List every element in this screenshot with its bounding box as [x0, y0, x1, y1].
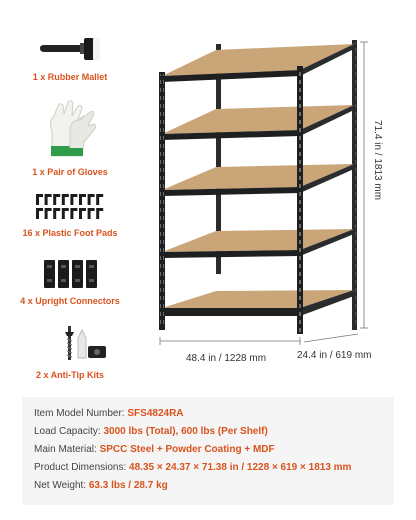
foot-pad [36, 194, 43, 205]
foot-pad [53, 194, 60, 205]
shelf-2 [162, 105, 354, 140]
foot-pad [79, 208, 86, 219]
foot-pad [96, 194, 103, 205]
spec-row-dimensions: Product Dimensions: 48.35 × 24.37 × 71.38 in / 1228 × 619 × 1813 mm [34, 462, 352, 473]
spec-row-model: Item Model Number: SFS4824RA [34, 408, 184, 419]
foot-pad [53, 208, 60, 219]
foot-pad [88, 208, 95, 219]
height-dimension-label: 71.4 in / 1813 mm [372, 120, 383, 201]
shelving-unit-illustration [150, 38, 370, 353]
accessory-label-connectors: 4 x Upright Connectors [20, 296, 120, 306]
foot-pad [79, 194, 86, 205]
foot-pad [45, 194, 52, 205]
accessory-label-foot-pads: 16 x Plastic Foot Pads [22, 228, 118, 238]
foot-pad [62, 194, 69, 205]
depth-dimension-line [304, 334, 358, 342]
height-dimension-line [360, 42, 368, 328]
spec-row-material: Main Material: SPCC Steel + Powder Coating + MDF [34, 444, 275, 455]
spec-row-net-weight: Net Weight: 63.3 lbs / 28.7 kg [34, 480, 168, 491]
foot-pad [62, 208, 69, 219]
shelf-4 [162, 229, 354, 258]
spec-panel [22, 397, 394, 505]
shelf-5 [162, 290, 354, 316]
foot-pad [70, 208, 77, 219]
accessory-label-gloves: 1 x Pair of Gloves [32, 167, 108, 177]
accessory-label-anti-tip: 2 x Anti-Tip Kits [35, 370, 104, 380]
width-dimension-line [160, 337, 300, 345]
gloves-icon [44, 98, 100, 160]
depth-dimension-label: 24.4 in / 619 mm [297, 350, 372, 361]
upright-connectors-icon [42, 258, 100, 290]
foot-pads-icon [34, 192, 106, 222]
foot-pad [45, 208, 52, 219]
anti-tip-kit-icon [58, 324, 110, 364]
rubber-mallet-icon [38, 34, 102, 64]
shelf-1 [162, 44, 354, 82]
spec-row-load-capacity: Load Capacity: 3000 lbs (Total), 600 lbs (Per Shelf) [34, 426, 268, 437]
foot-pad [88, 194, 95, 205]
foot-pad [36, 208, 43, 219]
shelf-3 [162, 164, 354, 196]
foot-pad [96, 208, 103, 219]
foot-pad [70, 194, 77, 205]
accessory-label-mallet: 1 x Rubber Mallet [32, 72, 108, 82]
width-dimension-label: 48.4 in / 1228 mm [186, 353, 267, 364]
